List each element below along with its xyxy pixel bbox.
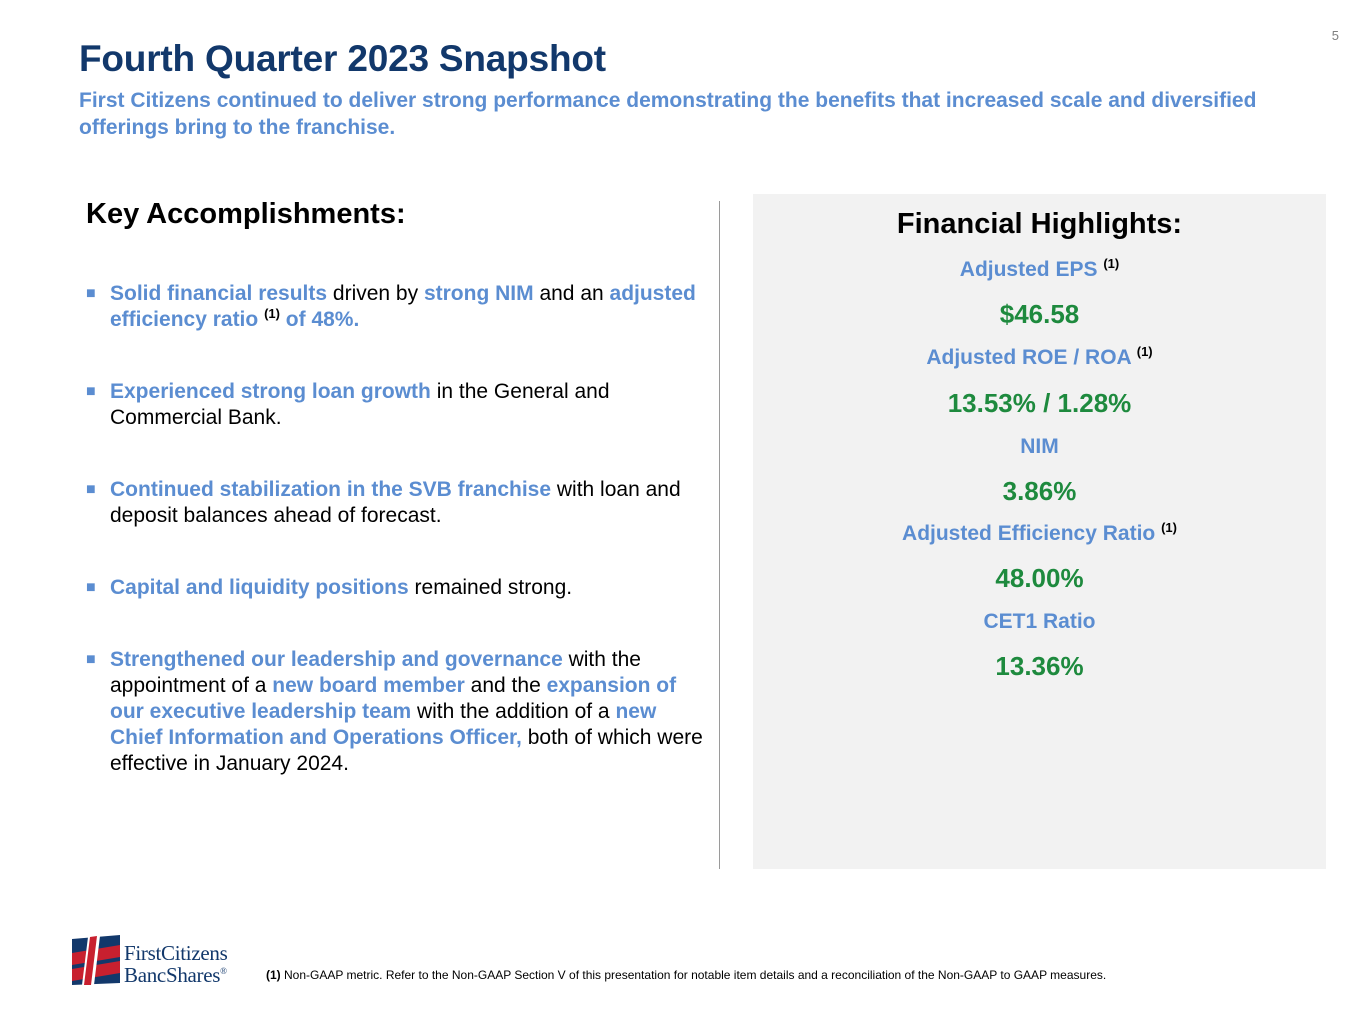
flag-logo-icon: [70, 933, 122, 987]
body-text: and an: [533, 282, 610, 305]
metric-label-text: Adjusted ROE / ROA: [926, 346, 1137, 369]
accomplishment-item: [86, 379, 706, 431]
logo-wordmark-line1: FirstCitizens: [124, 941, 228, 965]
accomplishment-item: [86, 281, 706, 333]
page-title: Fourth Quarter 2023 Snapshot: [79, 38, 606, 79]
metric-label-cet1-ratio: [753, 610, 1326, 634]
page-number: 5: [1331, 28, 1339, 43]
metric-label-text: Adjusted Efficiency Ratio: [902, 522, 1162, 545]
metric-label-text: NIM: [1020, 435, 1059, 458]
registered-mark: ®: [220, 966, 227, 976]
footnote-ref: (1): [1136, 344, 1153, 359]
logo-wordmark-line2: [124, 963, 227, 988]
highlight-text: Strengthened our leadership and governance: [110, 648, 563, 671]
square-bullet-icon: ■: [86, 481, 96, 498]
body-text: driven by: [327, 282, 424, 305]
metric-value-adjusted-eps: $46.58: [999, 299, 1080, 329]
body-text: and the: [464, 674, 547, 697]
body-text: remained strong.: [408, 576, 573, 599]
body-text: with loan and deposit balances ahead of forecast.: [110, 478, 681, 527]
metric-value-cet1-ratio: 13.36%: [995, 651, 1084, 681]
accomplishments-list: [86, 281, 706, 777]
first-citizens-logo: [70, 931, 260, 991]
square-bullet-icon: ■: [86, 285, 96, 302]
body-text: with the appointment of a: [110, 648, 641, 697]
logo-wordmark-text: BancShares: [124, 963, 221, 987]
financial-highlights-panel: [753, 194, 1326, 869]
square-bullet-icon: ■: [86, 651, 96, 668]
financial-highlights-heading: Financial Highlights:: [896, 208, 1183, 240]
accomplishment-item: [86, 477, 706, 529]
highlight-text: Experienced strong loan growth: [110, 380, 431, 403]
footnote-text: Non-GAAP metric. Refer to the Non-GAAP Section V of this presentation for notable item details and a reconciliation of the Non-GAAP to GAAP measures.: [280, 968, 1107, 982]
highlight-text: expansion of our executive leadership team: [110, 674, 677, 723]
page-subtitle: First Citizens continued to deliver strong performance demonstrating the benefits that increased scale and diversified offerings bring to the franchise.: [79, 89, 1257, 139]
metric-label-text: CET1 Ratio: [983, 610, 1096, 633]
highlight-text: new Chief Information and Operations Officer,: [110, 700, 657, 749]
square-bullet-icon: ■: [86, 383, 96, 400]
highlight-text: adjusted efficiency ratio: [110, 282, 696, 331]
footnote: [266, 968, 1106, 982]
body-text: in the General and Commercial Bank.: [110, 380, 610, 429]
metric-label-adjusted-eps: [753, 258, 1326, 282]
metric-label-adjusted-roe-roa: [753, 346, 1326, 370]
highlight-text: new board member: [272, 674, 465, 697]
highlight-text: strong NIM: [423, 282, 534, 305]
highlight-text: of 48%.: [279, 308, 360, 331]
footnote-ref: (1): [1103, 256, 1120, 271]
body-text: with the addition of a: [411, 700, 616, 723]
key-accomplishments-heading: Key Accomplishments:: [86, 198, 406, 230]
footnote-ref: (1): [264, 306, 280, 321]
key-accomplishments-section: [86, 198, 706, 777]
footnote-marker: (1): [266, 968, 281, 982]
metric-label-nim: [753, 435, 1326, 459]
footnote-ref: (1): [1161, 520, 1177, 535]
metric-value-nim: 3.86%: [1002, 476, 1077, 506]
metric-value-adjusted-efficiency-ratio: 48.00%: [995, 563, 1084, 593]
body-text: both of which were effective in January 2024.: [110, 726, 703, 775]
highlight-text: Solid financial results: [110, 282, 328, 305]
column-divider: [719, 201, 720, 869]
accomplishment-item: [86, 647, 706, 777]
metric-label-adjusted-efficiency-ratio: [753, 522, 1326, 546]
highlight-text: Continued stabilization in the SVB franchise: [110, 478, 552, 501]
accomplishment-item: [86, 575, 706, 601]
highlight-text: Capital and liquidity positions: [110, 576, 409, 599]
metric-label-text: Adjusted EPS: [959, 258, 1104, 281]
metric-value-adjusted-roe-roa: 13.53% / 1.28%: [947, 388, 1132, 418]
square-bullet-icon: ■: [86, 579, 96, 596]
